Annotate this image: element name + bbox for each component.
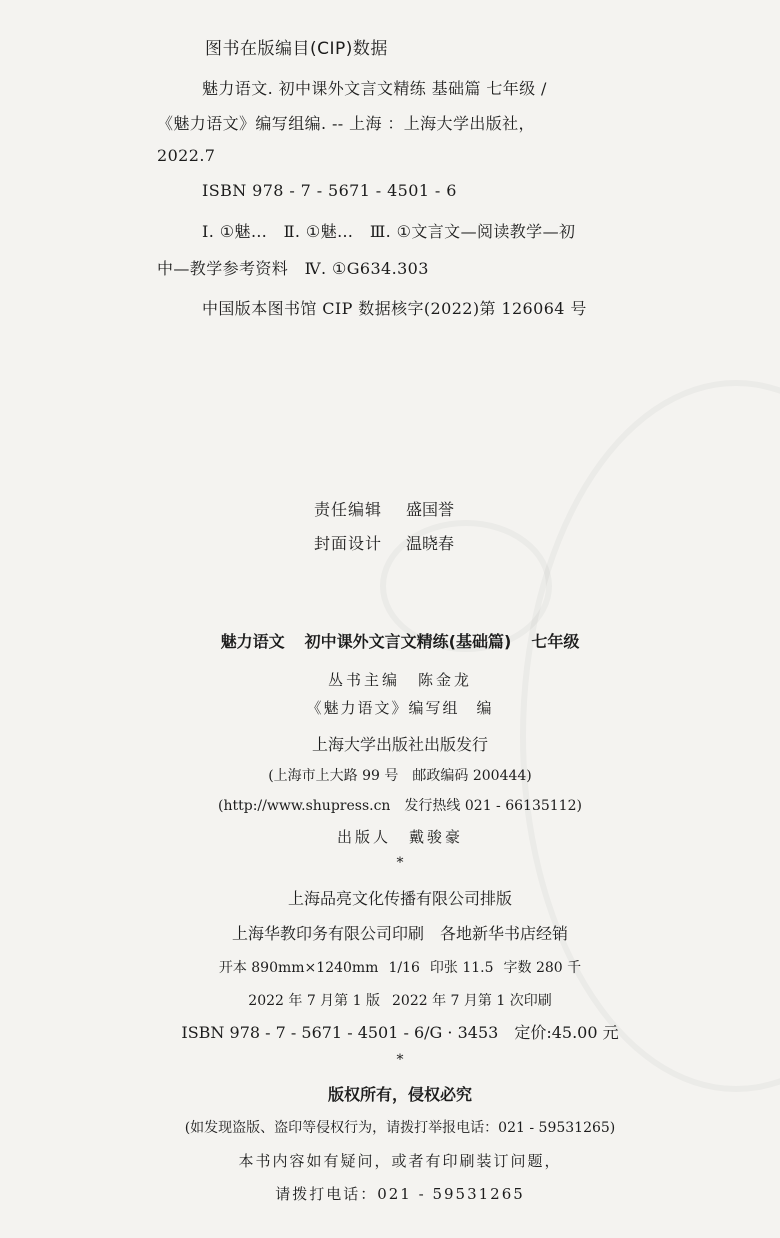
- format-sheets: 印张 11.5: [429, 960, 494, 976]
- query-line: 本书内容如有疑问，或者有印刷装订问题，: [238, 1152, 562, 1170]
- editor-role-label: 责任编辑: [314, 500, 383, 519]
- cip-line-date: 2022.7: [157, 146, 216, 165]
- edition-first: 2022 年 7 月第 1 版: [248, 993, 380, 1009]
- isbn-price: [0, 1020, 780, 1043]
- cip-line-record-number: 中国版本图书馆 CIP 数据核字(2022)第 126064 号: [202, 299, 587, 318]
- format-fold: 1/16: [388, 960, 420, 976]
- cip-line-title: 魅力语文. 初中课外文言文精练 基础篇 七年级 /: [202, 79, 547, 98]
- cover-designer: [314, 531, 454, 554]
- format-size: 开本 890mm×1240mm: [218, 960, 379, 976]
- book-grade: 七年级: [531, 632, 580, 651]
- separator-asterisk: *: [396, 1052, 404, 1068]
- designer-name: 温晓春: [406, 534, 455, 553]
- publisher: 上海大学出版社出版发行: [311, 735, 488, 754]
- book-name: 初中课外文言文精练(基础篇): [304, 632, 512, 651]
- responsible-editor: [314, 497, 454, 520]
- publisher-address: (上海市上大路 99 号 邮政编码 200444): [268, 768, 532, 784]
- edition-info: [0, 990, 780, 1010]
- format-specs: [0, 957, 780, 977]
- format-words: 字数 280 千: [503, 960, 582, 976]
- cip-line-classification: Ⅰ. ①魅… Ⅱ. ①魅… Ⅲ. ①文言文—阅读教学—初: [202, 222, 576, 241]
- query-phone-line: 请拨打电话：021 - 59531265: [275, 1185, 525, 1203]
- printing-company: 上海华教印务有限公司印刷 各地新华书店经销: [231, 924, 568, 943]
- cip-line-classification-cont: 中—教学参考资料 Ⅳ. ①G634.303: [157, 259, 429, 278]
- piracy-report-line: (如发现盗版、盗印等侵权行为，请拨打举报电话：021 - 59531265): [184, 1120, 616, 1136]
- cip-line-publisher: 《魅力语文》编写组编. -- 上海 ：上海大学出版社，: [157, 114, 535, 133]
- separator-asterisk: *: [396, 855, 404, 871]
- cip-title: 图书在版编目(CIP)数据: [205, 39, 388, 59]
- editor-name: 盛国誉: [406, 500, 455, 519]
- isbn-full: ISBN 978 - 7 - 5671 - 4501 - 6/G · 3453: [181, 1023, 499, 1042]
- cip-line-isbn: ISBN 978 - 7 - 5671 - 4501 - 6: [202, 181, 457, 200]
- rights-notice: 版权所有，侵权必究: [327, 1085, 472, 1104]
- compiler: 《魅力语文》编写组 编: [306, 699, 494, 717]
- series-editor: 丛书主编 陈金龙: [327, 671, 472, 689]
- designer-role-label: 封面设计: [314, 534, 383, 553]
- price: 定价:45.00 元: [514, 1023, 619, 1042]
- typesetting-company: 上海品亮文化传播有限公司排版: [287, 889, 512, 908]
- book-series: 魅力语文: [220, 632, 285, 651]
- publisher-person: 出版人 戴骏豪: [336, 828, 463, 846]
- book-title: [0, 629, 780, 652]
- printing-first: 2022 年 7 月第 1 次印刷: [392, 993, 552, 1009]
- publisher-website: (http://www.shupress.cn 发行热线 021 - 66135112): [218, 798, 582, 814]
